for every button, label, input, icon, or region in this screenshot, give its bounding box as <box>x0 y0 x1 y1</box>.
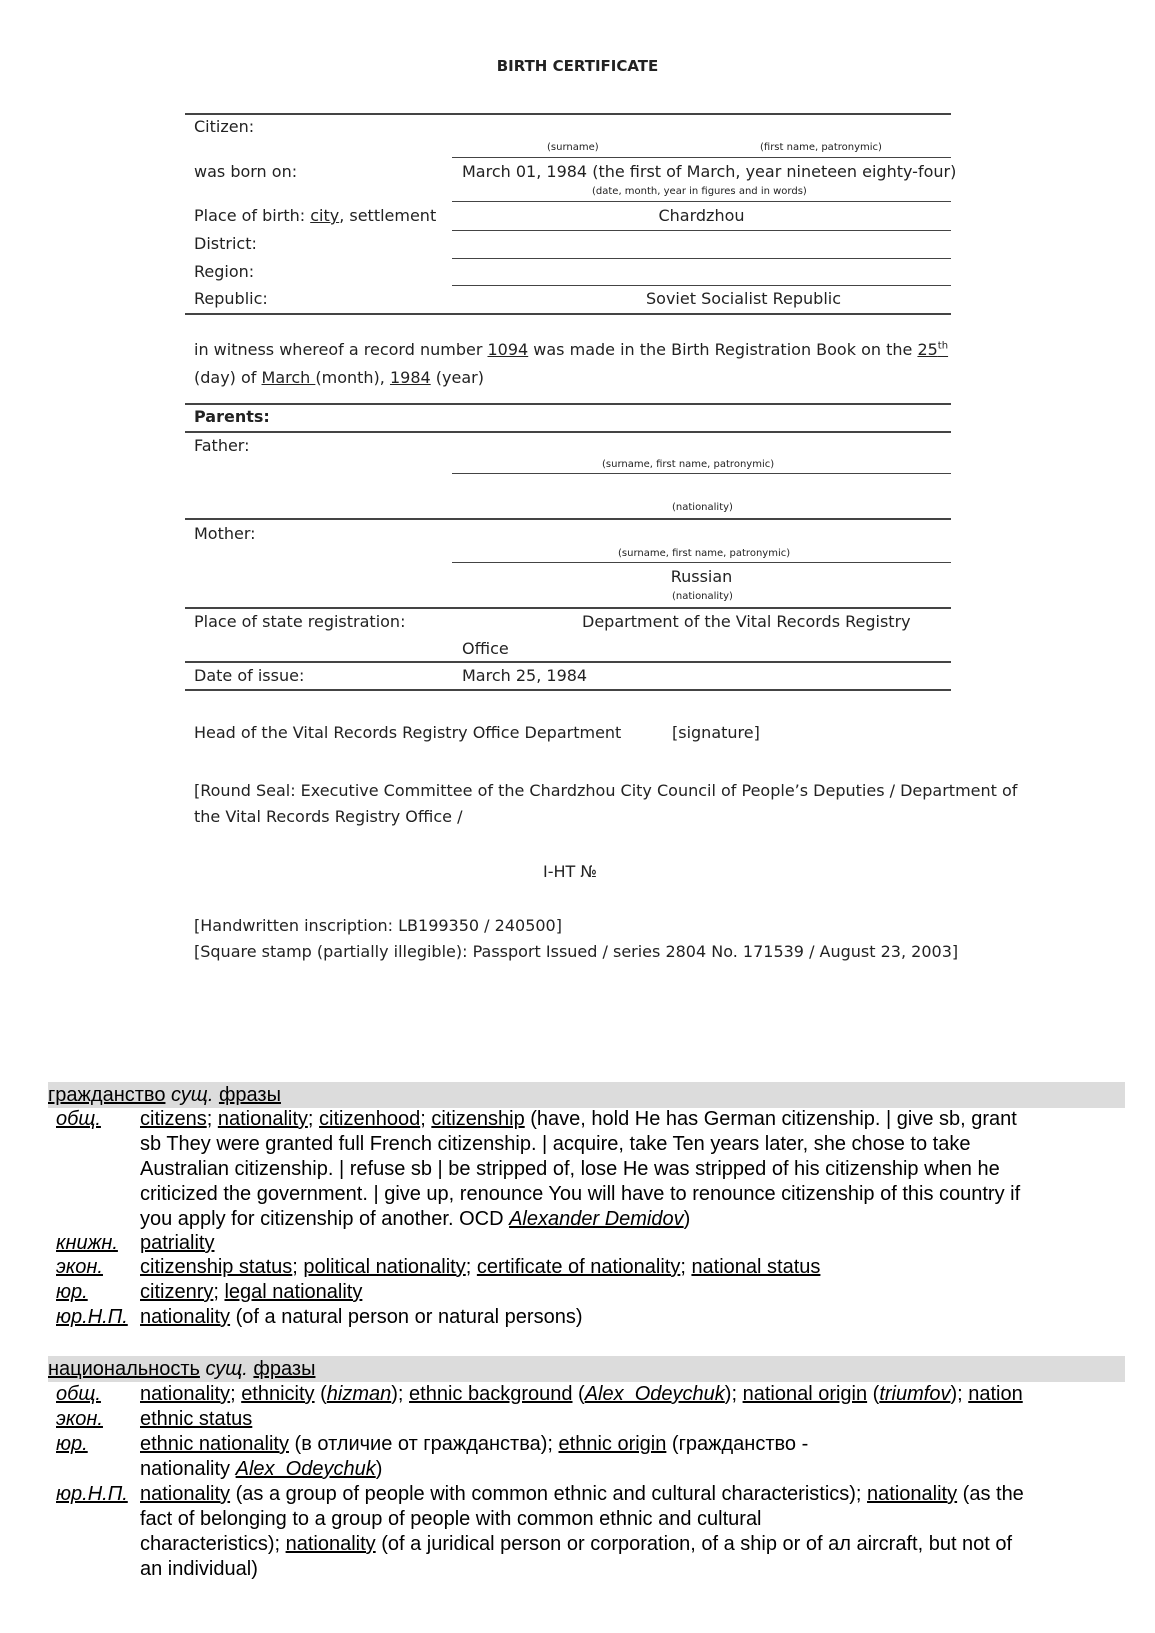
witness-text: was made in the Birth Registration Book on the <box>528 340 918 359</box>
author-link[interactable]: Alexander Demidov <box>509 1208 684 1230</box>
translations <box>140 1482 1130 1582</box>
subject-label[interactable]: юр.Н.П. <box>56 1306 128 1328</box>
witness-text: (month), <box>315 368 390 387</box>
subject-row-law-natural-person <box>56 1305 1126 1330</box>
state-registration-value-cont: Office <box>462 639 509 658</box>
parents-label: Parents: <box>194 407 270 426</box>
translation-link[interactable]: nation <box>968 1383 1023 1405</box>
witness-line-2 <box>194 368 484 387</box>
father-label: Father: <box>194 436 250 455</box>
translation-note: (of a natural person or natural persons) <box>230 1306 583 1328</box>
divider <box>185 607 951 609</box>
head-label: Head of the Vital Records Registry Office Department <box>194 723 622 742</box>
record-number: 1094 <box>487 340 529 359</box>
mother-name-line <box>452 562 951 563</box>
mother-nationality-caption: (nationality) <box>672 591 733 602</box>
subject-row-law <box>56 1280 1126 1305</box>
translation-line <box>140 1207 1130 1232</box>
phrases-link[interactable]: фразы <box>218 1084 281 1106</box>
place-label <box>194 206 436 225</box>
divider <box>185 661 951 663</box>
translation-line: criticized the government. | give up, renounce You will have to renounce citizenship of this country if <box>140 1183 1021 1205</box>
witness-text: in witness whereof a record number <box>194 340 488 359</box>
translation-link[interactable]: ethnic status <box>140 1408 253 1430</box>
translation-line: an individual) <box>140 1558 258 1580</box>
translation-line <box>140 1432 1130 1457</box>
record-year: 1984 <box>389 368 431 387</box>
subject-label[interactable]: книжн. <box>56 1232 118 1254</box>
translation-line <box>140 1532 1130 1557</box>
mother-name-caption: (surname, first name, patronymic) <box>618 548 791 559</box>
translation-note: nationality <box>140 1458 236 1480</box>
translation-note: (have, hold He has German citizenship. | give sb, grant <box>524 1108 1017 1130</box>
translation-line: citizens; nationality; citizenhood; citizenship (have, hold He has German citizenship. | give sb, grant <box>140 1108 1017 1130</box>
translation-link[interactable]: national status <box>691 1256 821 1278</box>
translation-note: (гражданство - <box>666 1433 809 1455</box>
mother-nationality: Russian <box>670 567 733 586</box>
translations: citizenry; legal nationality <box>140 1281 363 1303</box>
author-link[interactable]: triumfov <box>879 1383 951 1405</box>
place-label-post: , settlement <box>339 206 437 225</box>
firstname-caption: (first name, patronymic) <box>760 142 882 153</box>
translation-link[interactable]: nationality <box>140 1383 231 1405</box>
translation-link[interactable]: citizenship <box>431 1108 525 1130</box>
part-of-speech: сущ. <box>205 1358 248 1380</box>
region-label: Region: <box>194 262 255 281</box>
author-link[interactable]: Alex_Odeychuk <box>584 1383 725 1405</box>
part-of-speech: сущ. <box>171 1084 214 1106</box>
translation-link[interactable]: ethnic background <box>409 1383 573 1405</box>
translation-line: sb They were granted full French citizenship. | acquire, take Ten years later, she chose to take <box>140 1133 971 1155</box>
certificate-title: BIRTH CERTIFICATE <box>496 57 659 75</box>
translation-note: you apply for citizenship of another. OCD <box>140 1208 510 1230</box>
translation-note: characteristics); <box>140 1533 286 1555</box>
translation-note: (of a juridical person or corporation, of a ship or of ал aircraft, but not of <box>375 1533 1013 1555</box>
seal-line-1: [Round Seal: Executive Committee of the Chardzhou City Council of People’s Deputies / Department of <box>194 781 1018 800</box>
subject-label[interactable]: юр.Н.П. <box>56 1483 128 1505</box>
translation-note: ) <box>683 1208 691 1230</box>
translation-link[interactable]: nationality <box>140 1483 231 1505</box>
translation-link[interactable]: ethnic origin <box>558 1433 667 1455</box>
translation-link[interactable]: ethnic nationality <box>140 1433 289 1455</box>
subject-label[interactable]: экон. <box>56 1408 103 1430</box>
place-value: Chardzhou <box>658 206 745 225</box>
entry-header-nationality <box>48 1356 1125 1382</box>
subject-label[interactable]: общ. <box>56 1108 101 1130</box>
subject-label[interactable]: экон. <box>56 1256 103 1278</box>
translations: nationality; ethnicity (hizman); ethnic background (Alex_Odeychuk); national origin (triumfov); nation <box>140 1383 1023 1405</box>
divider <box>185 431 951 433</box>
translations <box>140 1231 1130 1256</box>
translations <box>140 1305 1130 1330</box>
born-line <box>452 201 951 202</box>
translation-link[interactable]: citizens <box>140 1108 207 1130</box>
father-name-caption: (surname, first name, patronymic) <box>602 459 775 470</box>
divider <box>185 113 951 115</box>
author-link[interactable]: hizman <box>326 1383 392 1405</box>
translation-link[interactable]: citizenhood <box>319 1108 421 1130</box>
record-day-number: 25 <box>917 340 938 359</box>
translation-link[interactable]: certificate of nationality <box>476 1256 681 1278</box>
born-value: March 01, 1984 (the first of March, year nineteen eighty-four) <box>462 162 957 181</box>
record-day <box>917 340 948 359</box>
record-day-suffix: th <box>937 340 949 352</box>
district-line <box>452 258 951 259</box>
translation-line: Australian citizenship. | refuse sb | be stripped of, lose He was stripped of his citizenship when he <box>140 1158 1000 1180</box>
translations <box>140 1432 1130 1482</box>
state-registration-value: Department of the Vital Records Registry <box>582 612 911 631</box>
translation-link[interactable]: national origin <box>742 1383 868 1405</box>
series-number: I-НТ № <box>543 862 598 881</box>
region-line <box>452 285 951 286</box>
subject-label[interactable]: общ. <box>56 1383 101 1405</box>
record-month: March <box>261 368 316 387</box>
translation-link[interactable]: political nationality <box>303 1256 466 1278</box>
translations <box>140 1407 1130 1432</box>
translation-link[interactable]: nationality <box>217 1108 308 1130</box>
subject-row-law-natural-person <box>56 1482 1126 1582</box>
translation-link[interactable]: citizenship status <box>140 1256 293 1278</box>
translation-line <box>140 1457 1130 1482</box>
translation-link[interactable]: legal nationality <box>224 1281 363 1303</box>
witness-text: (year) <box>430 368 484 387</box>
square-stamp: [Square stamp (partially illegible): Passport Issued / series 2804 No. 171539 / August 23, 2003] <box>194 942 959 961</box>
citizen-line <box>452 157 951 158</box>
born-label: was born on: <box>194 162 298 181</box>
father-nationality-caption: (nationality) <box>672 502 733 513</box>
subject-label[interactable]: юр. <box>56 1281 88 1303</box>
translation-link[interactable]: ethnicity <box>241 1383 315 1405</box>
divider <box>185 313 951 315</box>
subject-row-bookish <box>56 1231 1126 1256</box>
translation-link[interactable]: nationality <box>285 1533 376 1555</box>
surname-caption: (surname) <box>547 142 599 153</box>
divider <box>185 403 951 405</box>
witness-text: (day) of <box>194 368 262 387</box>
issue-label: Date of issue: <box>194 666 305 685</box>
translations <box>140 1107 1130 1232</box>
translation-link[interactable]: patriality <box>140 1232 215 1254</box>
subject-row-law <box>56 1432 1126 1482</box>
witness-line-1 <box>194 340 948 359</box>
republic-value: Soviet Socialist Republic <box>646 289 842 308</box>
district-label: District: <box>194 234 257 253</box>
subject-row-economics <box>56 1407 1126 1432</box>
issue-value: March 25, 1984 <box>462 666 588 685</box>
state-registration-label: Place of state registration: <box>194 612 406 631</box>
subject-label[interactable]: юр. <box>56 1433 88 1455</box>
translation-note: (as the <box>957 1483 1024 1505</box>
handwritten-inscription: [Handwritten inscription: LB199350 / 240500] <box>194 916 562 935</box>
subject-row-general <box>56 1382 1126 1407</box>
divider <box>185 518 951 520</box>
citizen-label: Citizen: <box>194 117 255 136</box>
translation-note: ) <box>375 1458 383 1480</box>
signature: [signature] <box>672 723 760 742</box>
translations: citizenship status; political nationality; certificate of nationality; national status <box>140 1256 821 1278</box>
father-name-line <box>452 473 951 474</box>
divider <box>185 689 951 691</box>
date-caption: (date, month, year in figures and in words) <box>592 186 807 197</box>
subject-row-economics <box>56 1255 1126 1280</box>
translation-note: (as a group of people with common ethnic and cultural characteristics); <box>230 1483 868 1505</box>
headword[interactable]: национальность <box>48 1358 200 1380</box>
translation-line: fact of belonging to a group of people with common ethnic and cultural <box>140 1508 762 1530</box>
translation-link[interactable]: nationality <box>867 1483 958 1505</box>
mother-label: Mother: <box>194 524 256 543</box>
entry-header-citizenship <box>48 1082 1125 1108</box>
place-line <box>452 230 951 231</box>
author-link[interactable]: Alex_Odeychuk <box>235 1458 376 1480</box>
headword[interactable]: гражданство <box>48 1084 166 1106</box>
seal-line-2: the Vital Records Registry Office / <box>194 807 463 826</box>
translation-note: (в отличие от гражданства); <box>288 1433 559 1455</box>
translation-link[interactable]: nationality <box>140 1306 231 1328</box>
phrases-link[interactable]: фразы <box>253 1358 316 1380</box>
place-label-pre: Place of birth: <box>194 206 311 225</box>
translation-line <box>140 1482 1130 1507</box>
translation-link[interactable]: citizenry <box>140 1281 214 1303</box>
place-label-city: city <box>310 206 340 225</box>
republic-label: Republic: <box>194 289 268 308</box>
